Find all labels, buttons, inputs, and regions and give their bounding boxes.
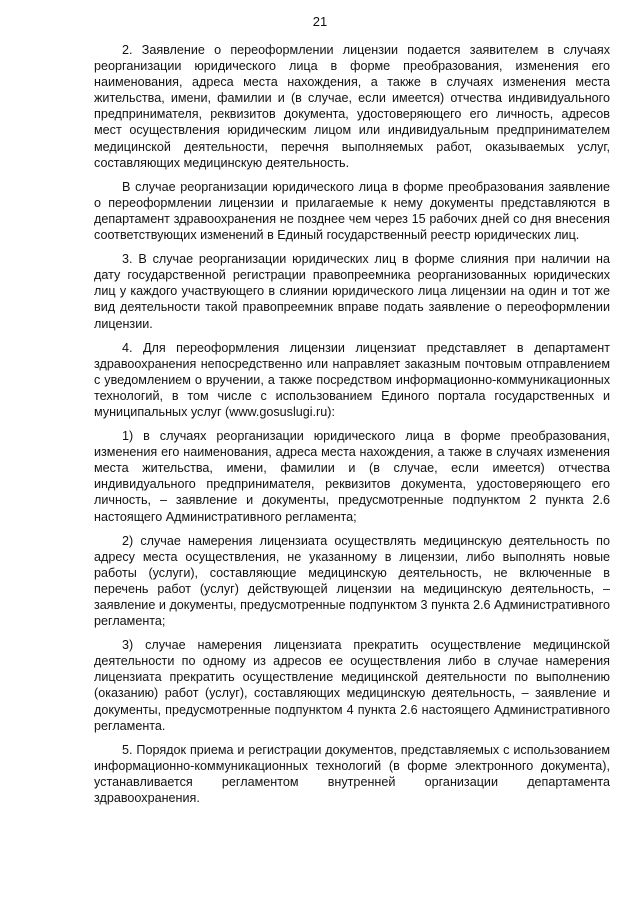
paragraph-subitem-3: 3) случае намерения лицензиата прекратить осуществление медицинской деятельности по одному из адресов ее осуществления либо в случае намерения лицензиата прекратить осуществление медицинской деятельности по выполнению (оказанию) работ (услуг), составляющих медицинскую деятельность, – заявление и документы, предусмотренные подпунктом 4 пункта 2.6 настоящего Административного регламента. — [94, 638, 610, 733]
paragraph-item-2: 2. Заявление о переоформлении лицензии подается заявителем в случаях реорганизации юридического лица в форме преобразования, изменения его наименования, адреса места нахождения, а также в случаях изменения места жительства, имени, фамилии и (в случае, если имеется) отчества индивидуального предпринимателя, реквизитов документа, удостоверяющего его личность, адресов мест осуществления юридическим лицом или индивидуальным предпринимателем медицинской деятельности, перечня выполняемых работ, оказываемых услуг, составляющих медицинскую деятельность. — [94, 43, 610, 170]
paragraph-subitem-2: 2) случае намерения лицензиата осуществлять медицинскую деятельность по адресу места осуществления, не указанному в лицензии, либо выполнять новые работы (услуги), составляющие медицинскую деятельность, не включенные в перечень работ (услуг) действующей лицензии на медицинскую деятельность, – заявление и документы, предусмотренные подпунктом 3 пункта 2.6 Административного регламента; — [94, 533, 610, 629]
paragraph-subitem-1: 1) в случаях реорганизации юридического лица в форме преобразования, изменения его наименования, адреса места нахождения, а также в случаях изменения места жительства, имени, фамилии и (в случае, если имеется) отчества индивидуального предпринимателя, реквизитов документа, удостоверяющего его личность, – заявление и документы, предусмотренные подпунктом 2 пункта 2.6 настоящего Административного регламента; — [94, 429, 610, 524]
document-body — [94, 42, 610, 814]
paragraph-item-5: 5. Порядок приема и регистрации документов, представляемых с использованием информационно-коммуникационных технологий (в форме электронного документа), устанавливается регламентом внутренней организации департамента здравоохранения. — [94, 742, 610, 806]
paragraph-item-4: 4. Для переоформления лицензии лицензиат представляет в департамент здравоохранения непосредственно или направляет заказным почтовым отправлением с уведомлением о вручении, а также посредством информационно-коммуникационных технологий, в том числе с использованием Единого портала государственных и муниципальных услуг (www.gosuslugi.ru): — [94, 340, 610, 419]
paragraph-item-3: 3. В случае реорганизации юридических лиц в форме слияния при наличии на дату государственной регистрации правопреемника реорганизованных юридических лиц у каждого участвующего в слиянии юридического лица лицензии на один и тот же вид деятельности такой правопреемник вправе подать заявление о переоформлении лицензии. — [94, 252, 610, 331]
page-number: 21 — [312, 14, 328, 29]
paragraph-reorganization-transformation: В случае реорганизации юридического лица в форме преобразования заявление о переоформлении лицензии и прилагаемые к нему документы представляются в департамент здравоохранения не позднее чем через 15 рабочих дней со дня внесения соответствующих изменений в Единый государственный реестр юридических лиц. — [94, 179, 610, 243]
